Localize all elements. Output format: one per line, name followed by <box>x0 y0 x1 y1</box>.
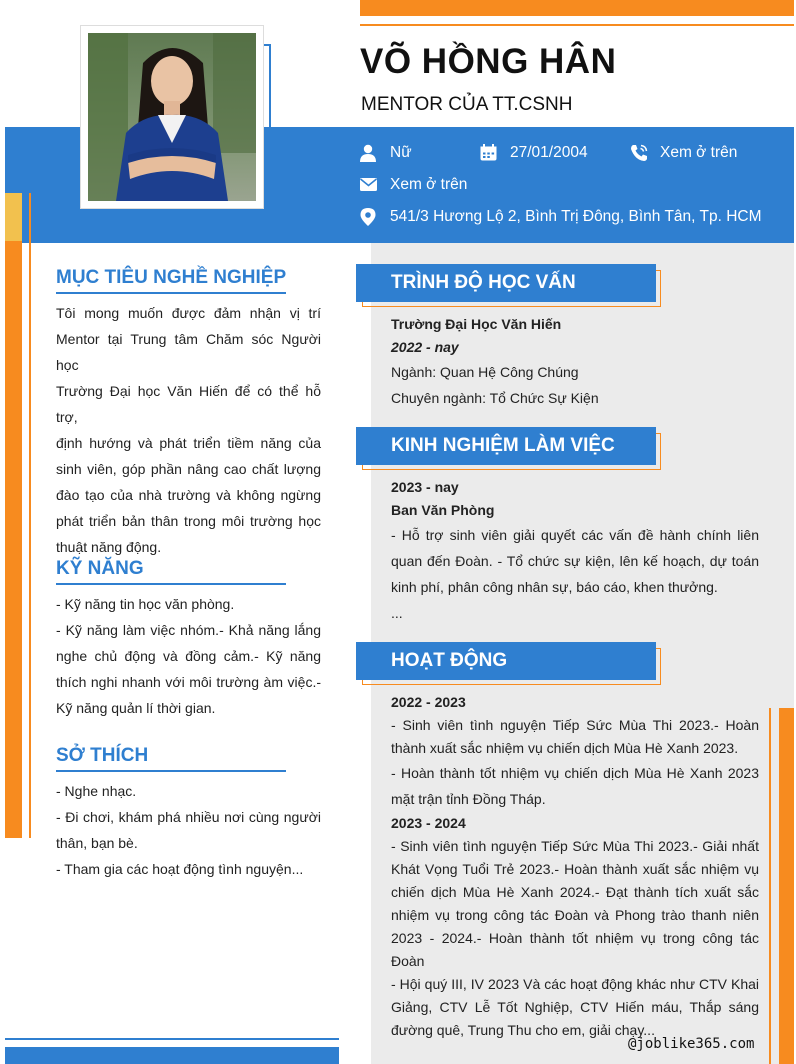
skills-underline <box>56 583 286 585</box>
skills-title: KỸ NĂNG <box>56 558 144 579</box>
objective-text: Tôi mong muốn được đảm nhận vị trí Mentor tại Trung tâm Chăm sóc Người học Trường Đại học Văn Hiến để có thể hỗ trợ, định hướng và phát triển tiềm năng của sinh viên, góp phần nâng cao chất lượng đào tạo của nhà trường và không ngừng phát triển bản thân trong môi trường học thuật năng động. <box>56 305 321 555</box>
bottom-blue-line <box>5 1038 339 1040</box>
watermark-link[interactable]: @joblike365.com <box>628 1036 755 1052</box>
education-major: Ngành: Quan Hệ Công Chúng <box>391 364 579 380</box>
activity-period-1: 2022 - 2023 <box>391 694 466 710</box>
experience-period: 2023 - nay <box>391 479 459 495</box>
top-orange-bar <box>360 0 794 16</box>
objective-title: MỤC TIÊU NGHỀ NGHIỆP <box>56 267 287 288</box>
education-title: TRÌNH ĐỘ HỌC VẤN <box>391 272 576 293</box>
right-orange-accent <box>779 708 794 1064</box>
objective-underline <box>56 292 286 294</box>
candidate-role: MENTOR CỦA TT.CSNH <box>361 94 573 115</box>
candidate-name: VÕ HỒNG HÂN <box>360 42 617 81</box>
hobby-item: - Tham gia các hoạt động tình nguyện... <box>56 861 304 877</box>
right-orange-line <box>769 708 771 1064</box>
hobbies-underline <box>56 770 286 772</box>
hobby-item: - Nghe nhạc. <box>56 783 137 799</box>
skills-list: - Kỹ năng tin học văn phòng. - Kỹ năng làm việc nhóm.- Khả năng lắng nghe chủ động và đồng cảm.- Kỹ năng thích nghi nhanh với môi trường àm việc.- Kỹ năng quản lí thời gian. <box>56 591 321 721</box>
education-specialty: Chuyên ngành: Tổ Chức Sự Kiện <box>391 390 599 406</box>
gender-text: Nữ <box>390 144 412 161</box>
phone-text: Xem ở trên <box>660 144 738 161</box>
activity-desc-1a: - Sinh viên tình nguyện Tiếp Sức Mùa Thi 2023.- Hoàn thành xuất sắc nhiệm vụ chiến dịch Mùa Hè Xanh 2023. <box>391 717 759 756</box>
left-orange-line <box>29 193 31 838</box>
top-orange-line <box>360 24 794 26</box>
experience-description: - Hỗ trợ sinh viên giải quyết các vấn đề hành chính liên quan đến Đoàn. - Tổ chức sự kiện, lên kế hoạch, dự toán kinh phí, phân công nhân sự, báo cáo, khen thưởng. ... <box>391 527 759 621</box>
experience-org: Ban Văn Phòng <box>391 502 495 518</box>
phone-icon <box>630 144 648 162</box>
education-school: Trường Đại Học Văn Hiến <box>391 316 562 332</box>
hobbies-title: SỞ THÍCH <box>56 745 149 766</box>
envelope-icon <box>360 176 378 194</box>
email-text: Xem ở trên <box>390 176 468 193</box>
bottom-blue-bar <box>5 1047 339 1064</box>
hobbies-list: - Nghe nhạc. - Đi chơi, khám phá nhiều nơi cùng người thân, bạn bè. - Tham gia các hoạt động tình nguyện... <box>56 778 321 882</box>
calendar-icon <box>480 144 498 162</box>
activity-desc-1b: - Hoàn thành tốt nhiệm vụ chiến dịch Mùa Hè Xanh 2023 mặt trận tỉnh Đồng Tháp. <box>391 765 759 807</box>
address-text: 541/3 Hương Lộ 2, Bình Trị Đông, Bình Tân, Tp. HCM <box>390 208 762 225</box>
profile-photo <box>88 33 256 201</box>
skill-item: - Kỹ năng tin học văn phòng. <box>56 596 235 612</box>
left-orange-accent <box>5 193 22 838</box>
activity-period-2: 2023 - 2024 <box>391 815 466 831</box>
left-yellow-accent <box>5 193 22 241</box>
experience-title: KINH NGHIỆM LÀM VIỆC <box>391 435 615 456</box>
user-icon <box>360 144 378 162</box>
birthdate-text: 27/01/2004 <box>510 144 588 161</box>
map-pin-icon <box>360 208 378 226</box>
education-period: 2022 - nay <box>391 339 459 355</box>
activities-title: HOẠT ĐỘNG <box>391 650 508 671</box>
activity-desc-2: - Sinh viên tình nguyện Tiếp Sức Mùa Thi 2023.- Giải nhất Khát Vọng Tuổi Trẻ 2023.- Hoàn thành xuất sắc nhiệm vụ chiến dịch Mùa Hè Xanh 2024.- Đạt thành tích xuất sắc nhiệm vụ trong công tác Đoàn và Phong trào thanh niên 2023 - 2024.- Hoàn thành tốt nhiệm vụ trong công tác Đoàn - Hội quý III, IV 2023 Và các hoạt động khác như CTV Khai Giảng, CTV Lễ Tốt Nghiệp, CTV Hiến máu, Thắp sáng đường quê, Trung Thu cho em, giải chạy... <box>391 838 759 1038</box>
